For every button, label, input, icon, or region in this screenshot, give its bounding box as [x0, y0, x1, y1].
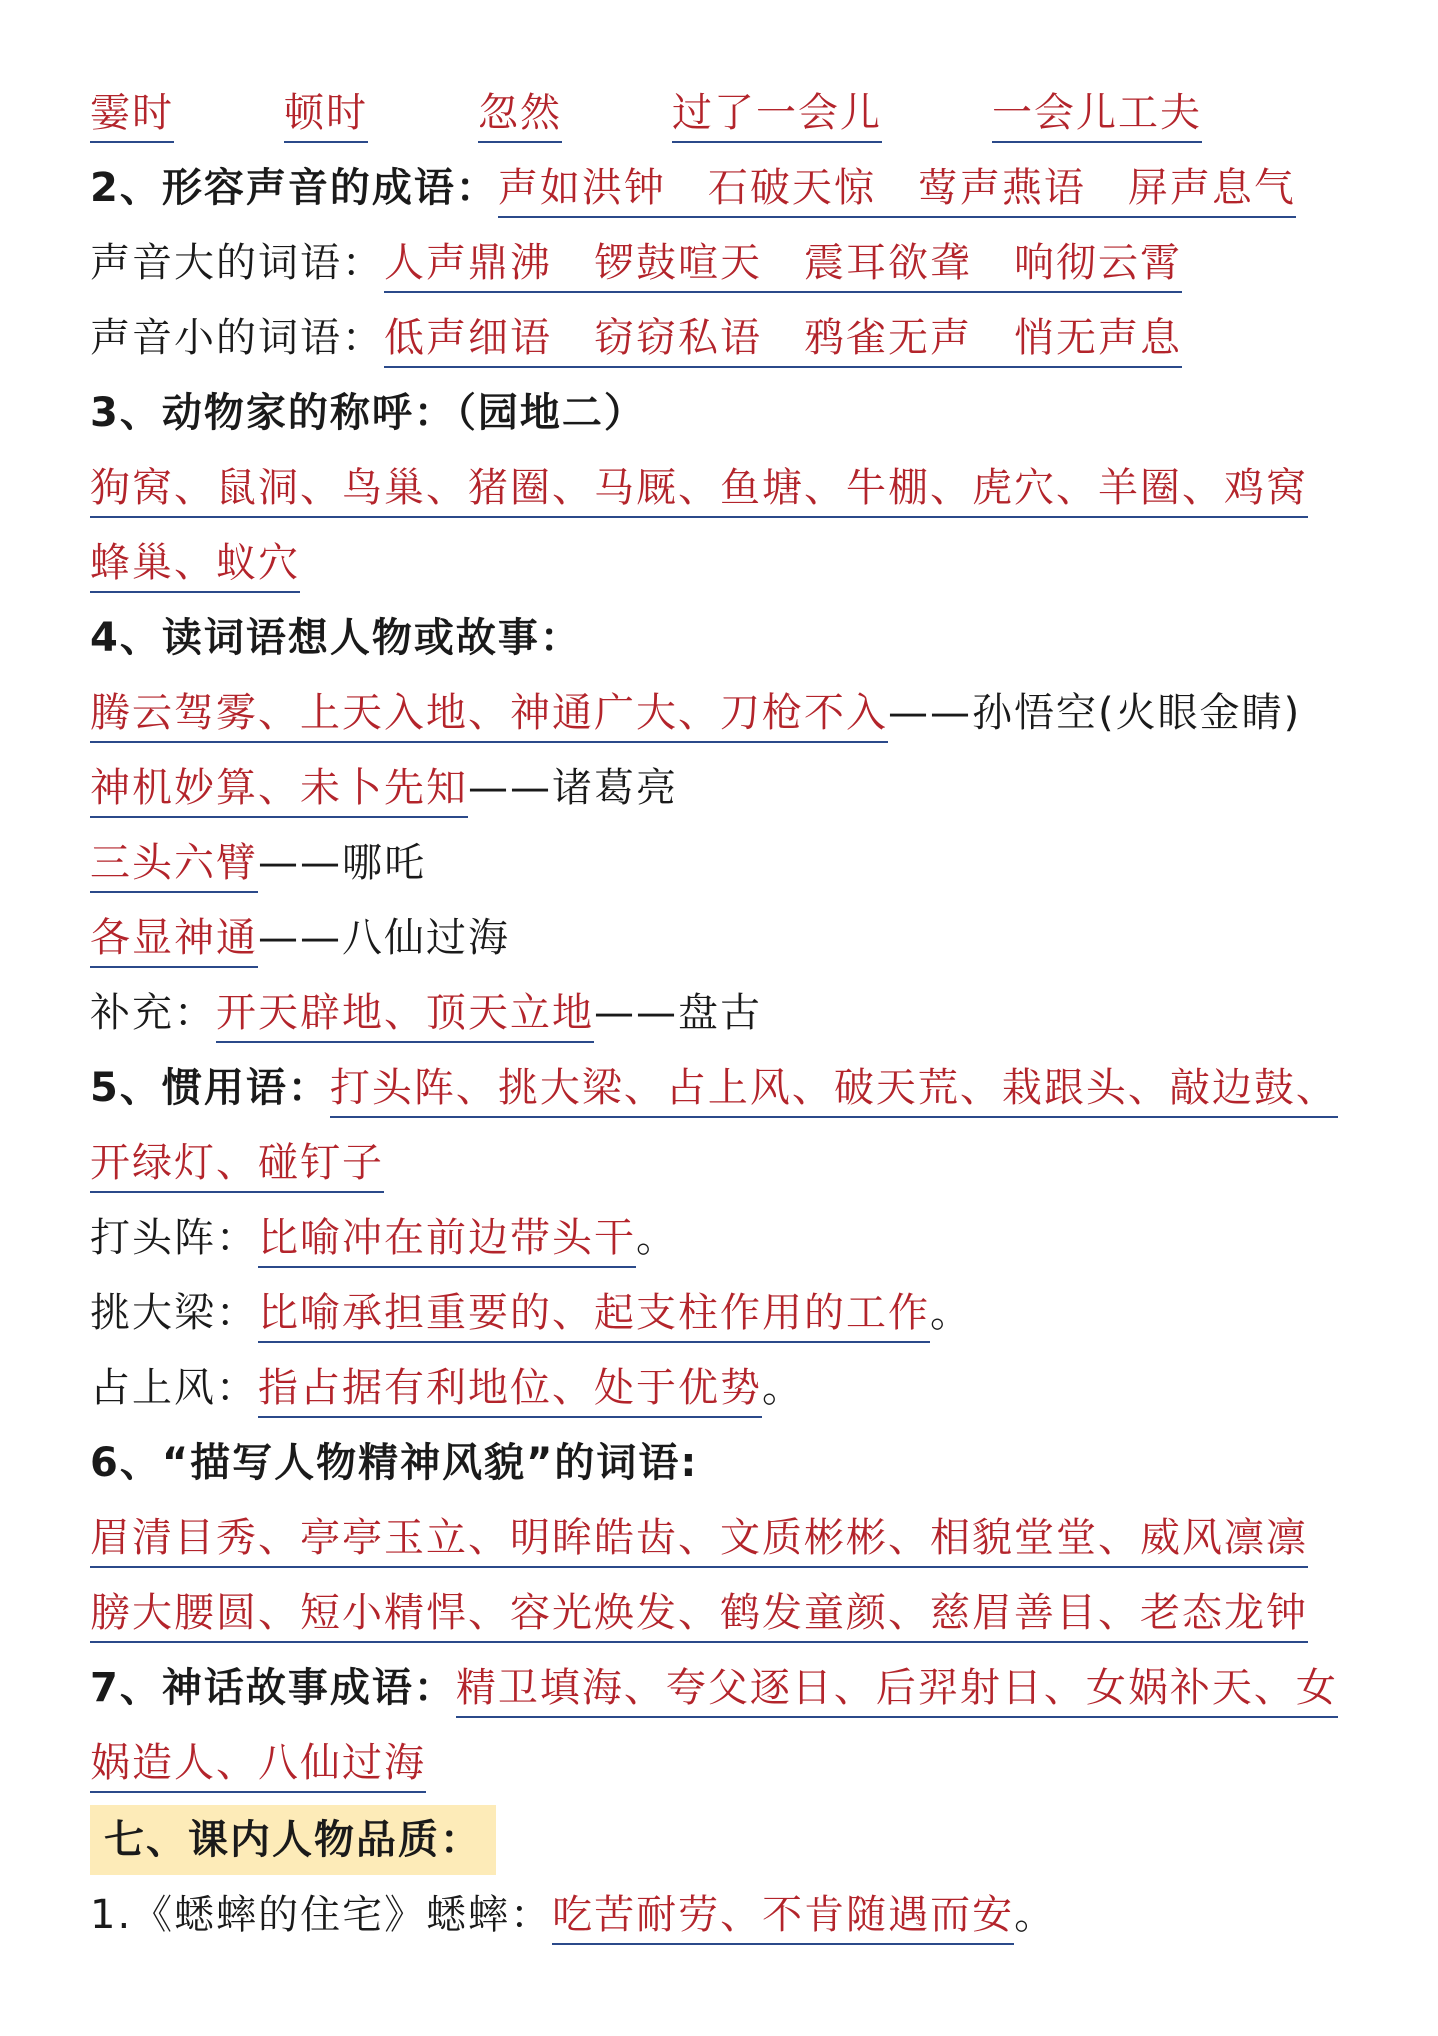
- character-row-1: [90, 678, 1301, 748]
- time-word: 顿时: [284, 87, 368, 143]
- answer-text: 蜂巢、蚁穴: [90, 537, 300, 593]
- sound-idioms-row: [90, 153, 1296, 223]
- answer-text: 指占据有利地位、处于优势: [258, 1362, 762, 1418]
- row-label: 占上风：: [90, 1365, 258, 1411]
- character-row-2: [90, 753, 678, 823]
- myth-idioms-row-2: [90, 1728, 426, 1798]
- section-heading: 2、形容声音的成语：: [90, 165, 498, 211]
- answer-text: 眉清目秀、亭亭玉立、明眸皓齿、文质彬彬、相貌堂堂、威风凛凛: [90, 1512, 1308, 1568]
- character-name: ——哪吒: [258, 840, 426, 886]
- answer-text: 人声鼎沸 锣鼓喧天 震耳欲聋 响彻云霄: [384, 237, 1182, 293]
- character-qualities-heading-row: [90, 1805, 496, 1875]
- section-heading: 4、读词语想人物或故事：: [90, 615, 582, 661]
- answer-text: 膀大腰圆、短小精悍、容光焕发、鹤发童颜、慈眉善目、老态龙钟: [90, 1587, 1308, 1643]
- characters-heading-row: [90, 603, 582, 673]
- animal-homes-heading-row: [90, 378, 646, 448]
- idioms-row-1: [90, 1053, 1338, 1123]
- row-label: 1.《蟋蟀的住宅》蟋蟀：: [90, 1892, 553, 1938]
- answer-text: 吃苦耐劳、不肯随遇而安: [552, 1889, 1014, 1945]
- myth-idioms-row-1: [90, 1653, 1338, 1723]
- appearance-line-2: [90, 1578, 1308, 1648]
- section-heading: 7、神话故事成语：: [90, 1665, 456, 1711]
- period: 。: [930, 1290, 972, 1336]
- appearance-line-1: [90, 1503, 1308, 1573]
- idiom-def-2: [90, 1278, 972, 1348]
- answer-text: 比喻冲在前边带头干: [258, 1212, 636, 1268]
- row-label: 挑大梁：: [90, 1290, 258, 1336]
- section-heading: 6、“描写人物精神风貌”的词语:: [90, 1440, 699, 1486]
- time-word: 过了一会儿: [672, 87, 882, 143]
- row-label: 声音大的词语：: [90, 240, 384, 286]
- answer-text: 比喻承担重要的、起支柱作用的工作: [258, 1287, 930, 1343]
- section-title-highlighted: 七、课内人物品质：: [90, 1805, 496, 1875]
- answer-text: 打头阵、挑大梁、占上风、破天荒、栽跟头、敲边鼓、: [330, 1062, 1338, 1118]
- time-word: 一会儿工夫: [992, 87, 1202, 143]
- answer-text: 精卫填海、夸父逐日、后羿射日、女娲补天、女: [456, 1662, 1338, 1718]
- row-label: 声音小的词语：: [90, 315, 384, 361]
- time-word: 忽然: [478, 87, 562, 143]
- character-row-4: [90, 903, 510, 973]
- period: 。: [636, 1215, 678, 1261]
- answer-text: 三头六臂: [90, 837, 258, 893]
- answer-text: 狗窝、鼠洞、鸟巢、猪圈、马厩、鱼塘、牛棚、虎穴、羊圈、鸡窝: [90, 462, 1308, 518]
- character-name: ——孙悟空(火眼金睛): [888, 690, 1302, 736]
- answer-text: 各显神通: [90, 912, 258, 968]
- quality-item-1: [90, 1880, 1056, 1950]
- answer-text: 开绿灯、碰钉子: [90, 1137, 384, 1193]
- idioms-row-2: [90, 1128, 384, 1198]
- answer-text: 低声细语 窃窃私语 鸦雀无声 悄无声息: [384, 312, 1182, 368]
- period: 。: [1014, 1892, 1057, 1938]
- idiom-def-3: [90, 1353, 804, 1423]
- animal-homes-line-1: [90, 453, 1308, 523]
- appearance-heading-row: [90, 1428, 698, 1498]
- answer-text: 娲造人、八仙过海: [90, 1737, 426, 1793]
- answer-text: 神机妙算、未卜先知: [90, 762, 468, 818]
- character-name: ——八仙过海: [258, 915, 510, 961]
- time-word: 霎时: [90, 87, 174, 143]
- row-label: 打头阵：: [90, 1215, 258, 1261]
- row-label: 补充：: [90, 990, 216, 1036]
- loud-words-row: [90, 228, 1182, 298]
- idiom-def-1: [90, 1203, 678, 1273]
- answer-text: 腾云驾雾、上天入地、神通广大、刀枪不入: [90, 687, 888, 743]
- animal-homes-line-2: [90, 528, 300, 598]
- section-heading: 5、惯用语：: [90, 1065, 330, 1111]
- character-name: ——盘古: [594, 990, 762, 1036]
- character-name: ——诸葛亮: [468, 765, 678, 811]
- period: 。: [762, 1365, 804, 1411]
- character-row-5: [90, 978, 762, 1048]
- section-heading: 3、动物家的称呼：（园地二）: [90, 390, 646, 436]
- character-row-3: [90, 828, 426, 898]
- soft-words-row: [90, 303, 1182, 373]
- answer-text: 开天辟地、顶天立地: [216, 987, 594, 1043]
- time-words-row: [90, 78, 1202, 148]
- answer-text: 声如洪钟 石破天惊 莺声燕语 屏声息气: [498, 162, 1296, 218]
